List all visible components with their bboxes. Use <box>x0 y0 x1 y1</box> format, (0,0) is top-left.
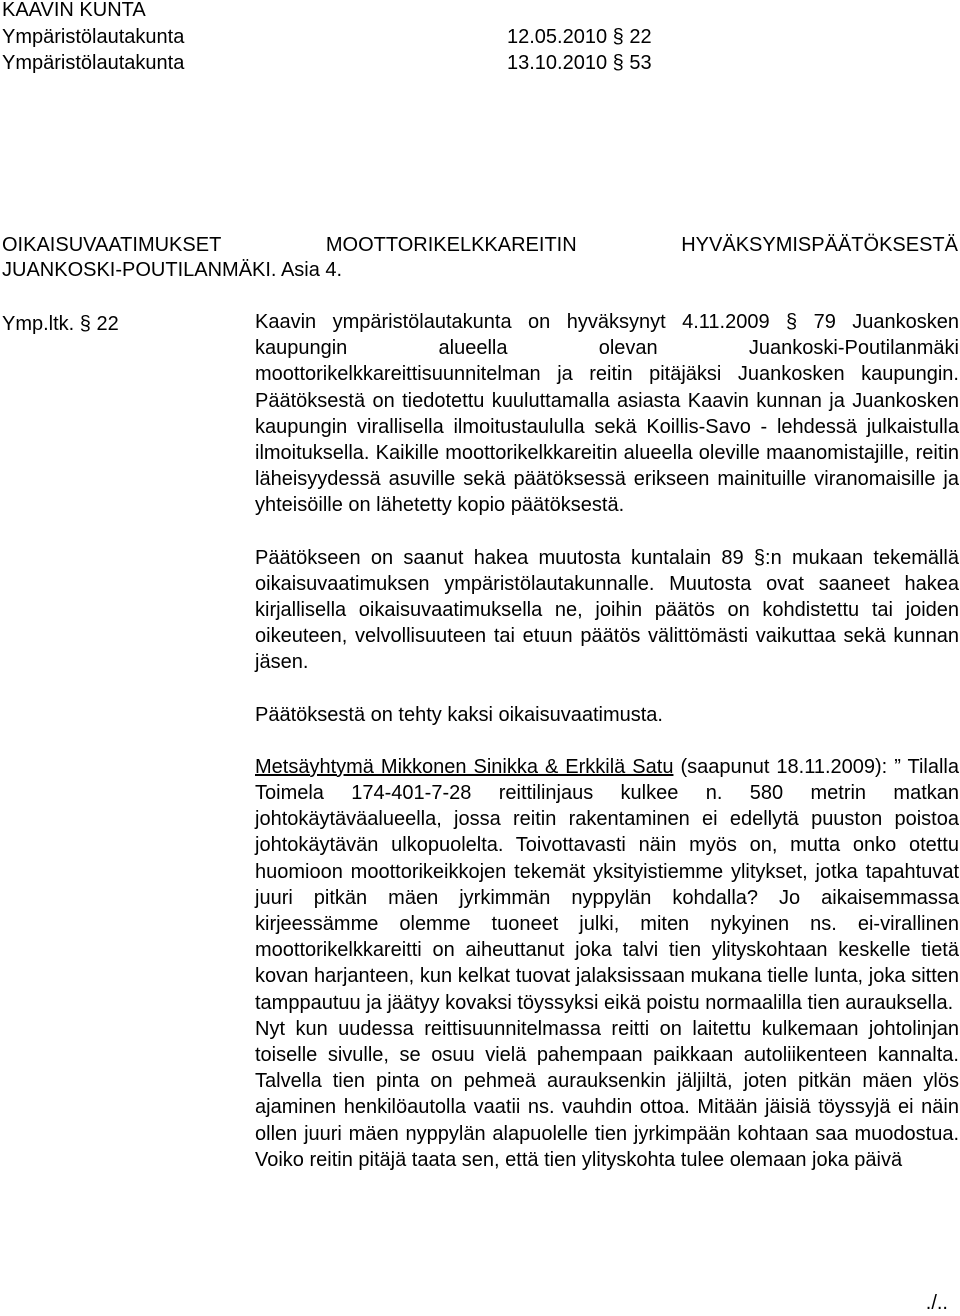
title-word: MOOTTORIKELKKAREITIN <box>325 234 577 256</box>
document-title-line-2: JUANKOSKI-POUTILANMÄKI. Asia 4. <box>2 259 343 281</box>
claim-text: (saapunut 18.11.2009): ” Tilalla Toimela 174-401-7-28 reittilinjaus kulkee n. 580 metrin matkan johtokäytäväalueella, jossa reitin rakentaminen ei edellytä puuston poistoa johtokäytävän ulkopuolelta. Toivottavasti näin myös on, mutta onko otettu huomioon moottorikeikkojen tekemät yksityistiemme ylitykset, jotka tapahtuvat juuri pitkän mäen jyrkimmän nyppylän kohdalla? Jo aikaisemmassa kirjeessämme olemme tuoneet julki, miten nykyinen ns. ei-virallinen moottorikelkkareitti on aiheuttanut joka talvi tien ylityskohtaan keskelle tietä kovan harjanteen, kun kelkat tuovat jalaksissaan mukana tielle lunta, joka sitten tamppautuu ja jäätyy kovaksi töyssyksi eikä poistu normaalilla tien aurauksella. <box>255 755 959 1014</box>
claimant-name: Metsäyhtymä Mikkonen Sinikka & Erkkilä Satu <box>255 755 674 778</box>
claim-paragraph <box>255 754 959 1016</box>
meeting-body: Ympäristölautakunta <box>2 52 185 74</box>
paragraph: Kaavin ympäristölautakunta on hyväksynyt 4.11.2009 § 79 Juankosken kaupungin alueella olevan Juankoski-Poutilanmäki moottorikelkkareittisuunnitelman ja reitin pitäjäksi Juankosken kaupungin. Päätöksestä on tiedotettu kuuluttamalla asiasta Kaavin kunnan ja Juankosken kaupungin virallisella ilmoitustaululla sekä Koillis-Savo - lehdessä julkaistulla ilmoituksella. Kaikille moottorikelkkareitin alueella oleville maanomistajille, reitin läheisyydessä asuville sekä päätöksessä erikseen mainituille viranomaisille ja yhteisöille on lähetetty kopio päätöksestä. <box>255 311 959 517</box>
paragraph: Päätöksestä on tehty kaksi oikaisuvaatimusta. <box>255 703 663 726</box>
municipality-name: KAAVIN KUNTA <box>2 0 146 21</box>
paragraph: Päätökseen on saanut hakea muutosta kuntalain 89 §:n mukaan tekemällä oikaisuvaatimuksen ympäristölautakunnalle. Muutosta ovat saaneet hakea kirjallisella oikaisuvaatimuksella ne, joihin päätös on kohdistettu tai joiden oikeuteen, velvollisuuteen tai etuun päätös välittömästi vaikuttaa sekä kunnan jäsen. <box>255 546 959 674</box>
meeting-body: Ympäristölautakunta <box>2 26 185 48</box>
title-word: HYVÄKSYMISPÄÄTÖKSESTÄ <box>681 234 958 256</box>
document-title-line-1 <box>2 234 958 257</box>
page-continuation-mark: ./.. <box>925 1292 948 1314</box>
title-word: OIKAISUVAATIMUKSET <box>2 234 222 256</box>
meeting-date-section: 12.05.2010 § 22 <box>507 26 652 48</box>
body-text <box>255 309 959 1173</box>
meeting-date-section: 13.10.2010 § 53 <box>507 52 652 74</box>
section-reference: Ymp.ltk. § 22 <box>2 313 119 335</box>
claim-paragraph-continued: Nyt kun uudessa reittisuunnitelmassa reitti on laitettu kulkemaan johtolinjan toiselle sivulle, se osuu vielä pahempaan paikkaan autoliikenteen kannalta. Talvella tien pinta on pehmeä aurauksenkin jäljiltä, joten pitkän mäen ylös ajaminen henkilöautolla vaatii ns. vauhdin ottoa. Mitään jäisiä töyssyjä ei näin ollen juuri mäen nyppylän alapuolelle tien jyrkimpään kohtaan saa muodostua. Voiko reitin pitäjä taata sen, että tien ylityskohta tulee olemaan joka päivä <box>255 1017 959 1171</box>
